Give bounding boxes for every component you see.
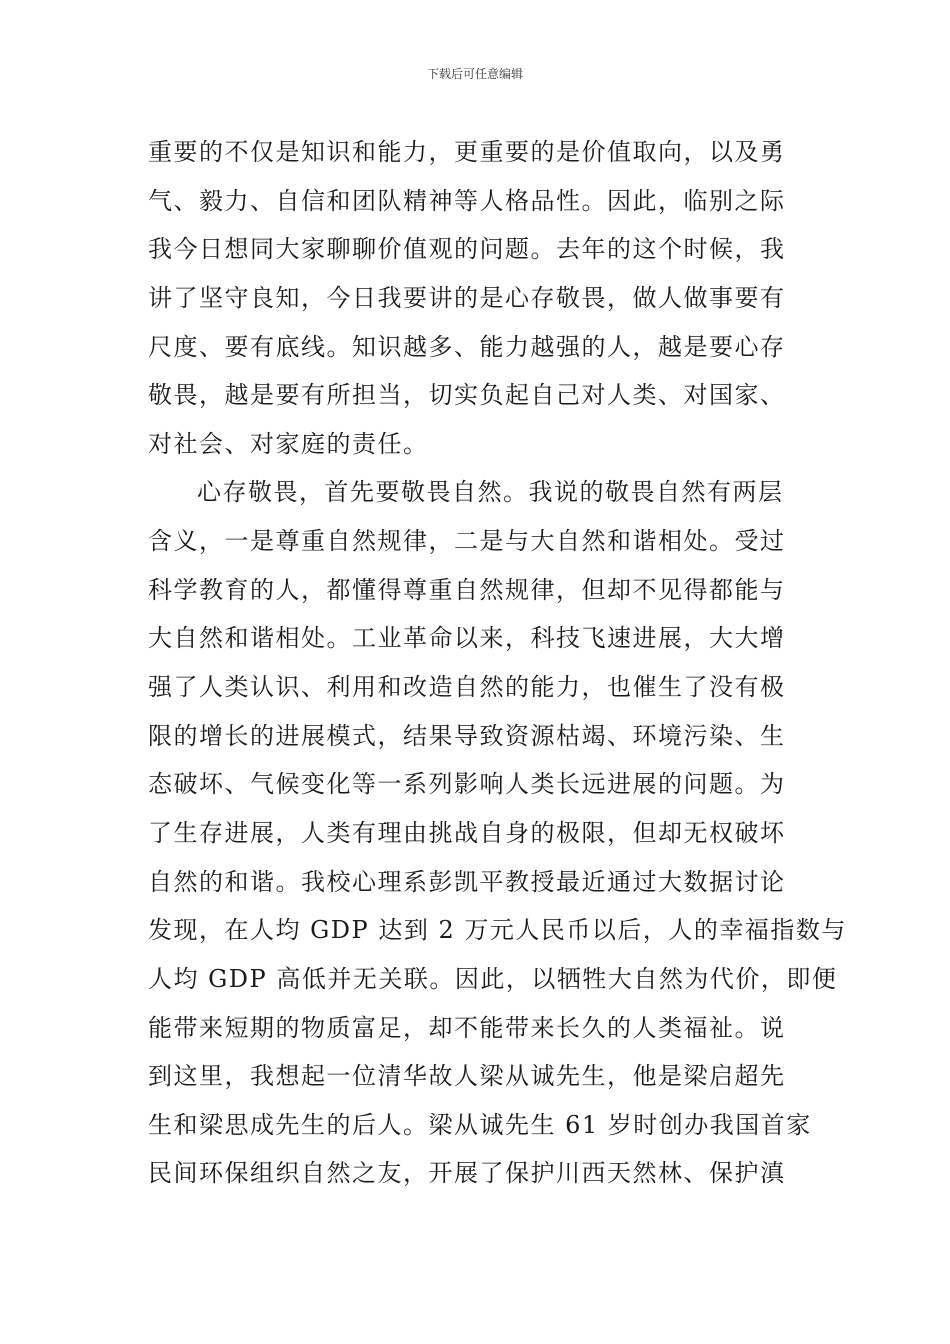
body-line-8-paragraph-start: 心存敬畏，首先要敬畏自然。我说的敬畏自然有两层 — [197, 478, 784, 507]
body-line-12: 强了人类认识、利用和改造自然的能力，也催生了没有极 — [148, 673, 786, 702]
document-body — [148, 128, 847, 1198]
body-line-16: 自然的和谐。我校心理系彭凯平教授最近通过大数据讨论 — [148, 867, 786, 896]
body-line-22: 民间环保组织自然之友，开展了保护川西天然林、保护滇 — [148, 1159, 786, 1188]
body-line-21: 生和梁思成先生的后人。梁从诚先生 61 岁时创办我国首家 — [148, 1110, 812, 1139]
body-line-20: 到这里，我想起一位清华故人梁从诚先生，他是梁启超先 — [148, 1062, 786, 1091]
body-line-1: 重要的不仅是知识和能力，更重要的是价值取向，以及勇 — [148, 138, 786, 166]
body-line-10: 科学教育的人，都懂得尊重自然规律，但却不见得都能与 — [148, 575, 786, 604]
body-line-17: 发现，在人均 GDP 达到 2 万元人民币以后，人的幸福指数与 — [148, 916, 847, 945]
page-header-note: 下载后可任意编辑 — [426, 67, 523, 81]
body-line-7: 对社会、对家庭的责任。 — [148, 429, 429, 458]
body-line-19: 能带来短期的物质富足，却不能带来长久的人类福祉。说 — [148, 1013, 786, 1042]
body-line-15: 了生存进展，人类有理由挑战自身的极限，但却无权破坏 — [148, 818, 786, 847]
body-line-18: 人均 GDP 高低并无关联。因此，以牺牲大自然为代价，即便 — [148, 964, 838, 993]
body-line-13: 限的增长的进展模式，结果导致资源枯竭、环境污染、生 — [148, 721, 786, 750]
body-line-5: 尺度、要有底线。知识越多、能力越强的人，越是要心存 — [148, 332, 786, 361]
body-line-3: 我今日想同大家聊聊价值观的问题。去年的这个时候，我 — [148, 235, 786, 264]
body-line-11: 大自然和谐相处。工业革命以来，科技飞速进展，大大增 — [148, 624, 786, 653]
body-line-4: 讲了坚守良知，今日我要讲的是心存敬畏，做人做事要有 — [148, 283, 786, 312]
body-line-9: 含义，一是尊重自然规律，二是与大自然和谐相处。受过 — [148, 527, 786, 556]
body-line-6: 敬畏，越是要有所担当，切实负起自己对人类、对国家、 — [148, 381, 786, 410]
body-line-2: 气、毅力、自信和团队精神等人格品性。因此，临别之际 — [148, 186, 786, 215]
body-line-14: 态破坏、气候变化等一系列影响人类长远进展的问题。为 — [148, 770, 786, 799]
